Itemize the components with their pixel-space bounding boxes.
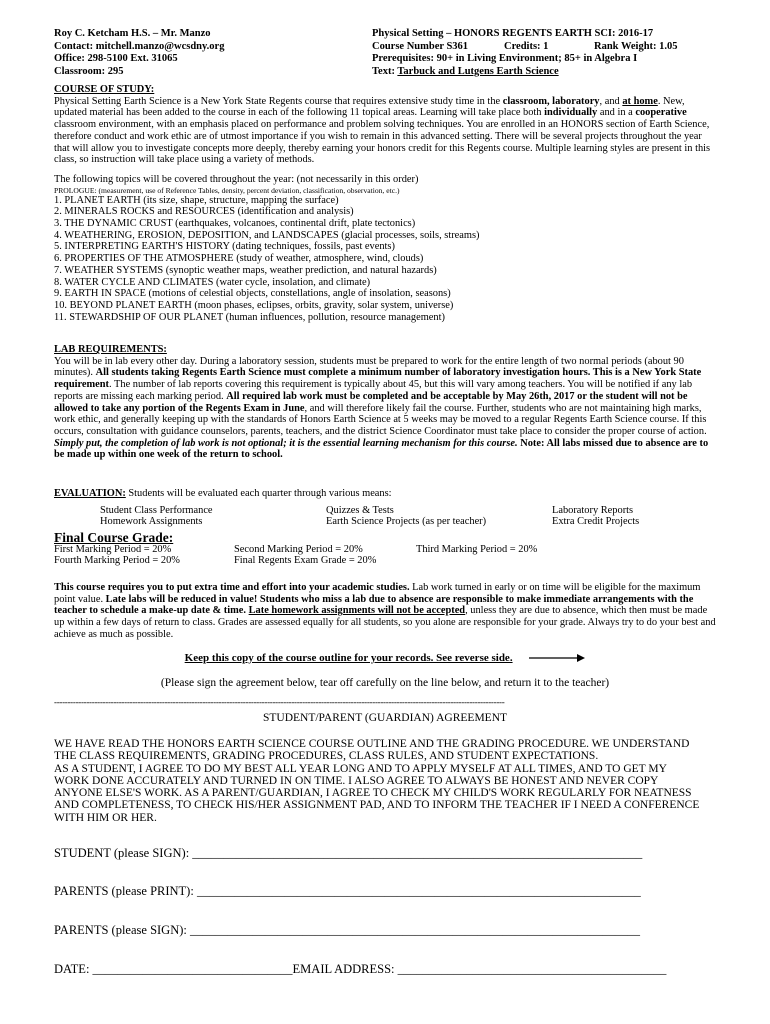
topic-item: 6. PROPERTIES OF THE ATMOSPHERE (study of weather, atmosphere, wind, clouds)	[54, 253, 424, 265]
tear-line: -----------------------------------------------------------------------------------------------------------------------------------------------------------------------	[54, 697, 505, 707]
grade-breakdown	[54, 544, 716, 567]
course-number-row	[372, 41, 678, 54]
final-grade-section	[54, 532, 716, 567]
topic-item: 8. WATER CYCLE AND CLIMATES (water cycle, insolation, and climate)	[54, 276, 371, 288]
grade-item: Final Regents Exam Grade = 20%	[234, 555, 377, 567]
policy-section	[54, 582, 716, 641]
date-field[interactable]: DATE: ________________________________	[54, 962, 293, 976]
evaluation-heading: EVALUATION:	[54, 488, 126, 499]
parent-print-field[interactable]: PARENTS (please PRINT): _______________________________________________________________________	[54, 884, 641, 898]
lab-requirements-section	[54, 344, 716, 461]
keep-copy-line	[0, 652, 770, 664]
grade-item	[416, 555, 616, 567]
credits: Credits: 1	[504, 40, 549, 52]
prerequisites: Prerequisites: 90+ in Living Environment; 85+ in Algebra I	[372, 53, 638, 64]
prologue: PROLOGUE: (measurement, use of Reference Tables, density, percent deviation, classification, observation, etc.)	[54, 185, 400, 195]
lab-paragraph: You will be in lab every other day. During a laboratory session, students must be prepared to work for the entire length of two normal periods (about 90 minutes). All students taking Regents Earth Science must complete a minimum number of laboratory investigation hours. This is a New York State requirement. The number of lab reports covering this requirement is typically about 45, but this will vary among teachers. You will be notified if any lab reports are missing each marking period. All required lab work must be completed and be acceptable by May 26th, 2017 or the student will not be allowed to take any portion of the Regents Exam in June, and will therefore likely fail the course. Further, students who are not maintaining high marks, work ethic, and generally keeping up with the standards of Honors Earth Science at 5 weeks may be moved to a regular Regents Earth Science course. If this occurs, consultation with guidance counselors, parents, teachers, and the district Science Coordinator must take place to consider the proper course of action. Simply put, the completion of lab work is not optional; it is the essential learning mechanism for this course. Note: All labs missed due to absence are to be made up within one week of the return to school.	[54, 355, 709, 461]
course-of-study-paragraph: Physical Setting Earth Science is a New York State Regents course that requires extensive study time in the classroom, laboratory, and at home. New, updated material has been added to the course in each of the following 11 topical areas. Learning will take place both individually and in a cooperative classroom environment, with an emphasis placed on performance and problem solving techniques. You are enrolled in an HONORS section of Earth Science, therefore conduct and work ethic are of utmost importance if you wish to remain in this advanced setting. There will be several projects throughout the year that will allow you to investigate concepts more deeply, thereby earning your honors credit for this Regents course. Multiple learning styles are present in this class, so instruction will take place using a variety of methods.	[54, 95, 711, 166]
topic-item: 9. EARTH IN SPACE (motions of celestial objects, constellations, angle of insolation, seasons)	[54, 288, 451, 300]
policy-paragraph: This course requires you to put extra time and effort into your academic studies. Lab work turned in early or on time will be eligible for the maximum point value. Late labs will be reduced in value! Students who miss a lab due to absence are responsible to make immediate arrangements with the teacher to schedule a make-up date & time. Late homework assignments will not be accepted, unless they are due to absence, which then must be made up within a few days of return to class. Grades are assessed equally for all students, so you alone are responsible for your grade. Always try to do your best and achieve as much as possible.	[54, 582, 716, 640]
classroom: Classroom: 295	[54, 65, 124, 77]
textbook	[372, 66, 678, 79]
text-label: Text:	[372, 65, 395, 77]
lab-heading: LAB REQUIREMENTS:	[54, 344, 167, 355]
evaluation-item: Quizzes & Tests	[326, 504, 394, 516]
evaluation-item: Earth Science Projects (as per teacher)	[326, 516, 487, 528]
evaluation-line	[54, 488, 716, 500]
office-phone: Office: 298-5100 Ext. 31065	[54, 53, 178, 64]
topic-item: 10. BEYOND PLANET EARTH (moon phases, eclipses, orbits, gravity, solar system, universe)	[54, 299, 454, 311]
textbook-title: Tarbuck and Lutgens Earth Science	[397, 65, 559, 77]
teacher-info	[54, 28, 224, 78]
evaluation-intro: Students will be evaluated each quarter through various means:	[125, 488, 392, 499]
topic-item: 3. THE DYNAMIC CRUST (earthquakes, volcanoes, continental drift, plate tectonics)	[54, 218, 416, 230]
date-email-row	[54, 962, 666, 977]
agreement-text	[54, 738, 704, 824]
evaluation-item: Extra Credit Projects	[552, 516, 640, 528]
school-teacher: Roy C. Ketcham H.S. – Mr. Manzo	[54, 28, 211, 39]
contact-email: Contact: mitchell.manzo@wcsdny.org	[54, 40, 225, 52]
agreement-title: STUDENT/PARENT (GUARDIAN) AGREEMENT	[262, 712, 508, 724]
parent-signature-field[interactable]: PARENTS (please SIGN): ________________________________________________________________________	[54, 923, 640, 937]
evaluation-item: Laboratory Reports	[552, 504, 634, 516]
topic-item: 7. WEATHER SYSTEMS (synoptic weather maps, weather prediction, and natural hazards)	[54, 264, 437, 276]
course-title: Physical Setting – HONORS REGENTS EARTH SCI: 2016-17	[372, 28, 654, 39]
evaluation-section	[54, 488, 716, 528]
grade-item: First Marking Period = 20%	[54, 543, 172, 555]
evaluation-item: Student Class Performance	[100, 504, 213, 516]
topic-item: 4. WEATHERING, EROSION, DEPOSITION, and LANDSCAPES (glacial processes, soils, streams)	[54, 229, 480, 241]
student-signature-field[interactable]: STUDENT (please SIGN): ________________________________________________________________________	[54, 846, 643, 860]
sign-instructions: (Please sign the agreement below, tear off carefully on the line below, and return it to the teacher)	[160, 677, 610, 689]
evaluation-item: Homework Assignments	[100, 516, 203, 528]
topic-item: 11. STEWARDSHIP OF OUR PLANET (human influences, pollution, resource management)	[54, 311, 445, 323]
keep-copy-text: Keep this copy of the course outline for your records. See reverse side.	[184, 652, 513, 664]
course-number: Course Number S361	[372, 40, 469, 52]
course-of-study-section	[54, 84, 716, 323]
topic-item: 5. INTERPRETING EARTH'S HISTORY (dating techniques, fossils, past events)	[54, 241, 395, 253]
course-info	[372, 28, 678, 78]
agreement-paragraph-1: WE HAVE READ THE HONORS EARTH SCIENCE COURSE OUTLINE AND THE GRADING PROCEDURE. WE UNDERSTAND THE CLASS REQUIREMENTS, GRADING PROCEDURES, CLASS RULES, AND STUDENT EXPECTATIONS.	[54, 738, 690, 763]
agreement-paragraph-2: AS A STUDENT, I AGREE TO DO MY BEST ALL YEAR LONG AND TO APPLY MYSELF AT ALL TIMES, AND TO GET MY WORK DONE ACCURATELY AND TURNED IN ON TIME. I ALSO AGREE TO ALWAYS BE HONEST AND NEVER COPY ANYONE ELSE'S WORK. AS A PARENT/GUARDIAN, I AGREE TO CHECK MY CHILD'S WORK REGULARLY FOR NEATNESS AND COMPLETENESS, TO CHECK HIS/HER ASSIGNMENT PAD, AND TO INFORM THE TEACHER IF I NEED A CONFERENCE WITH HIM OR HER.	[54, 762, 700, 824]
rank-weight: Rank Weight: 1.05	[594, 40, 678, 52]
topics-intro: The following topics will be covered throughout the year: (not necessarily in this order)	[54, 173, 419, 185]
grade-item: Fourth Marking Period = 20%	[54, 555, 180, 567]
email-field[interactable]: EMAIL ADDRESS: ___________________________________________	[292, 962, 667, 976]
grade-item: Third Marking Period = 20%	[416, 543, 538, 555]
topic-item: 2. MINERALS ROCKS and RESOURCES (identification and analysis)	[54, 206, 354, 218]
course-of-study-heading: COURSE OF STUDY:	[54, 84, 155, 95]
topic-list	[54, 195, 716, 324]
final-grade-heading: Final Course Grade:	[54, 530, 174, 545]
grade-item: Second Marking Period = 20%	[234, 543, 363, 555]
evaluation-items	[100, 505, 716, 528]
topic-item: 1. PLANET EARTH (its size, shape, structure, mapping the surface)	[54, 194, 339, 206]
right-arrow-icon	[529, 653, 585, 663]
